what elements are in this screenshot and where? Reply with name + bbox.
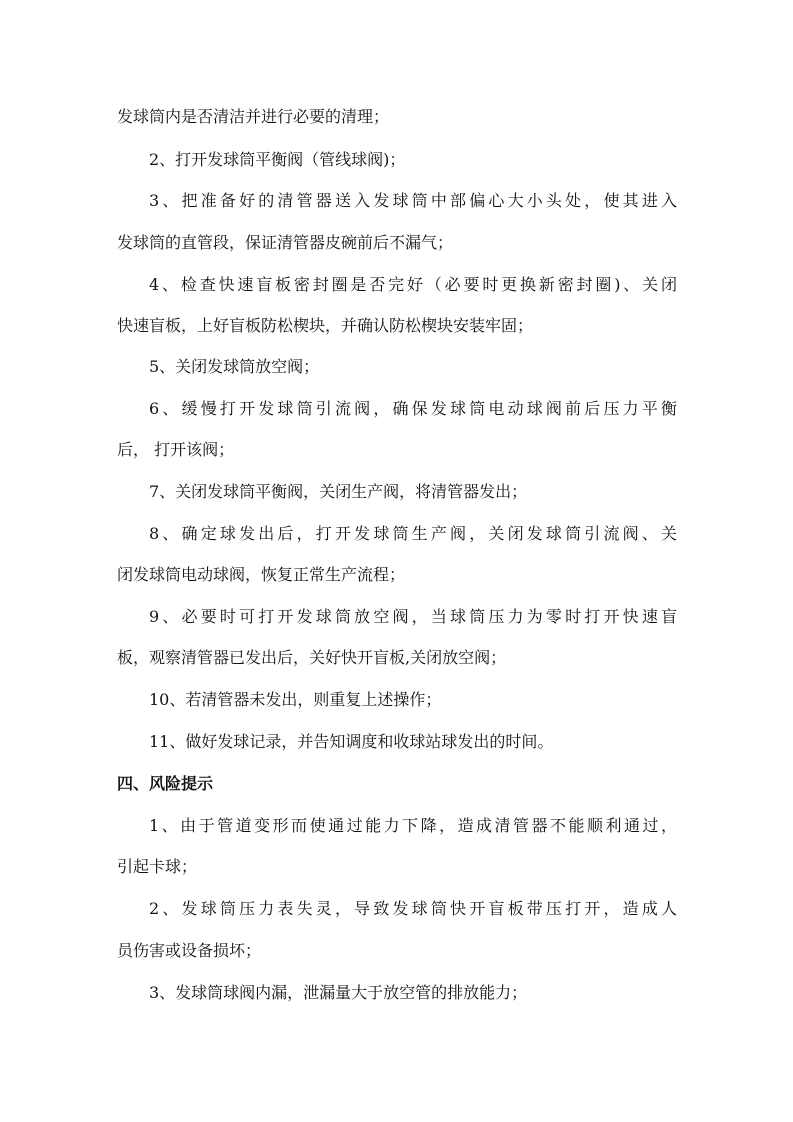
step-10: 10、若清管器未发出，则重复上述操作；: [149, 690, 442, 709]
risk-2-cont: 员伤害或设备损坏；: [117, 941, 262, 960]
step-9: 9、必要时可打开发球筒放空阀，当球筒压力为零时打开快速盲: [149, 608, 677, 626]
step-7: 7、关闭发球筒平衡阀，关闭生产阀，将清管器发出；: [149, 482, 528, 501]
step-4: 4、检查快速盲板密封圈是否完好（必要时更换新密封圈)、关闭: [149, 276, 677, 294]
step-8: 8、确定球发出后，打开发球筒生产阀，关闭发球筒引流阀、关: [149, 525, 677, 543]
step-11: 11、做好发球记录，并告知调度和收球站球发出的时间。: [149, 732, 554, 751]
step-2: 2、打开发球筒平衡阀（管线球阀)；: [149, 150, 406, 169]
section-heading: 四、风险提示: [117, 774, 214, 793]
step-3: 3、把准备好的清管器送入发球筒中部偏心大小头处，使其进入: [149, 192, 677, 210]
risk-1: 1、由于管道变形而使通过能力下降，造成清管器不能顺利通过，: [149, 817, 677, 835]
risk-1-cont: 引起卡球；: [117, 857, 198, 876]
step-4-cont: 快速盲板，上好盲板防松楔块，并确认防松楔块安装牢固；: [117, 316, 534, 335]
step-8-cont: 闭发球筒电动球阀，恢复正常生产流程；: [117, 565, 406, 584]
step-5: 5、关闭发球筒放空阀；: [149, 357, 320, 376]
step-3-cont: 发球筒的直管段，保证清管器皮碗前后不漏气；: [117, 233, 454, 252]
paragraph-line: 发球筒内是否清洁并进行必要的清理；: [117, 107, 390, 126]
risk-2: 2、发球筒压力表失灵，导致发球筒快开盲板带压打开，造成人: [149, 900, 677, 918]
step-6: 6、缓慢打开发球筒引流阀，确保发球筒电动球阀前后压力平衡: [149, 400, 677, 418]
step-6-cont: 后， 打开该阀；: [117, 440, 235, 459]
risk-3: 3、发球筒球阀内漏，泄漏量大于放空管的排放能力；: [149, 983, 528, 1002]
step-9-cont: 板，观察清管器已发出后，关好快开盲板,关闭放空阀；: [117, 648, 507, 667]
